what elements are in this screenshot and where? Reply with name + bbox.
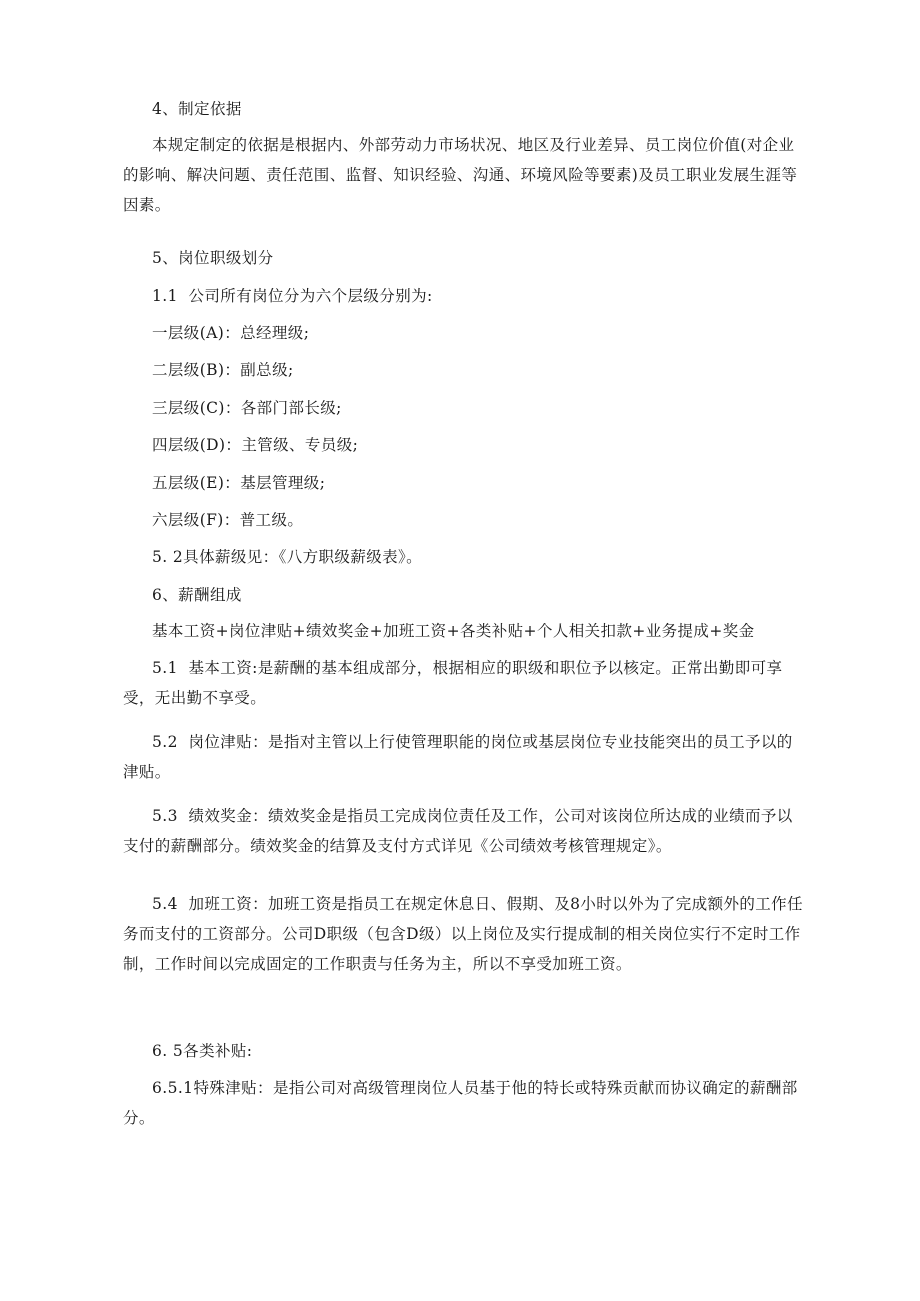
level-a-item: 一层级(A)：总经理级; <box>152 324 310 342</box>
level-b-item: 二层级(B)：副总级; <box>152 361 294 379</box>
compensation-formula: 基本工资+岗位津贴+绩效奖金+加班工资+各类补贴+个人相关扣款+业务提成+奖金 <box>152 622 755 640</box>
level-e-item: 五层级(E)：基层管理级; <box>152 474 326 492</box>
overtime-pay-paragraph: 5.4 加班工资：加班工资是指员工在规定休息日、假期、及8小时以外为了完成额外的工作任务而支付的工资部分。公司D职级（包含D级）以上岗位及实行提成制的相关岗位实行不定时工作制，工作时间以完成固定的工作职责与任务为主，所以不享受加班工资。 <box>123 895 803 973</box>
base-salary-paragraph: 5.1 基本工资:是薪酬的基本组成部分，根据相应的职级和职位予以核定。正常出勤即可享受，无出勤不享受。 <box>123 659 783 707</box>
section-heading-job-levels: 5、岗位职级划分 <box>152 249 274 267</box>
subsidies-heading: 6. 5各类补贴: <box>152 1042 253 1060</box>
salary-grade-reference: 5. 2具体薪级见：《八方职级薪级表》。 <box>152 548 423 566</box>
performance-bonus-paragraph: 5.3 绩效奖金：绩效奖金是指员工完成岗位责任及工作，公司对该岗位所达成的业绩而予以支付的薪酬部分。绩效奖金的结算及支付方式详见《公司绩效考核管理规定》。 <box>123 807 793 855</box>
level-d-item: 四层级(D)：主管级、专员级; <box>152 436 359 454</box>
level-c-item: 三层级(C)：各部门部长级; <box>152 399 342 417</box>
special-allowance-paragraph: 6.5.1特殊津贴：是指公司对高级管理岗位人员基于他的特长或特殊贡献而协议确定的薪酬部分。 <box>123 1079 798 1127</box>
level-f-item: 六层级(F)：普工级。 <box>152 511 304 529</box>
job-levels-intro: 1.1 公司所有岗位分为六个层级分别为: <box>152 287 433 305</box>
section-heading-compensation: 6、薪酬组成 <box>152 586 242 604</box>
position-allowance-paragraph: 5.2 岗位津贴：是指对主管以上行使管理职能的岗位或基层岗位专业技能突出的员工予以的津贴。 <box>123 733 793 781</box>
section-heading-basis: 4、制定依据 <box>152 100 242 118</box>
basis-paragraph: 本规定制定的依据是根据内、外部劳动力市场状况、地区及行业差异、员工岗位价值(对企业的影响、解决问题、责任范围、监督、知识经验、沟通、环境风险等要素)及员工职业发展生涯等因素。 <box>123 136 798 214</box>
